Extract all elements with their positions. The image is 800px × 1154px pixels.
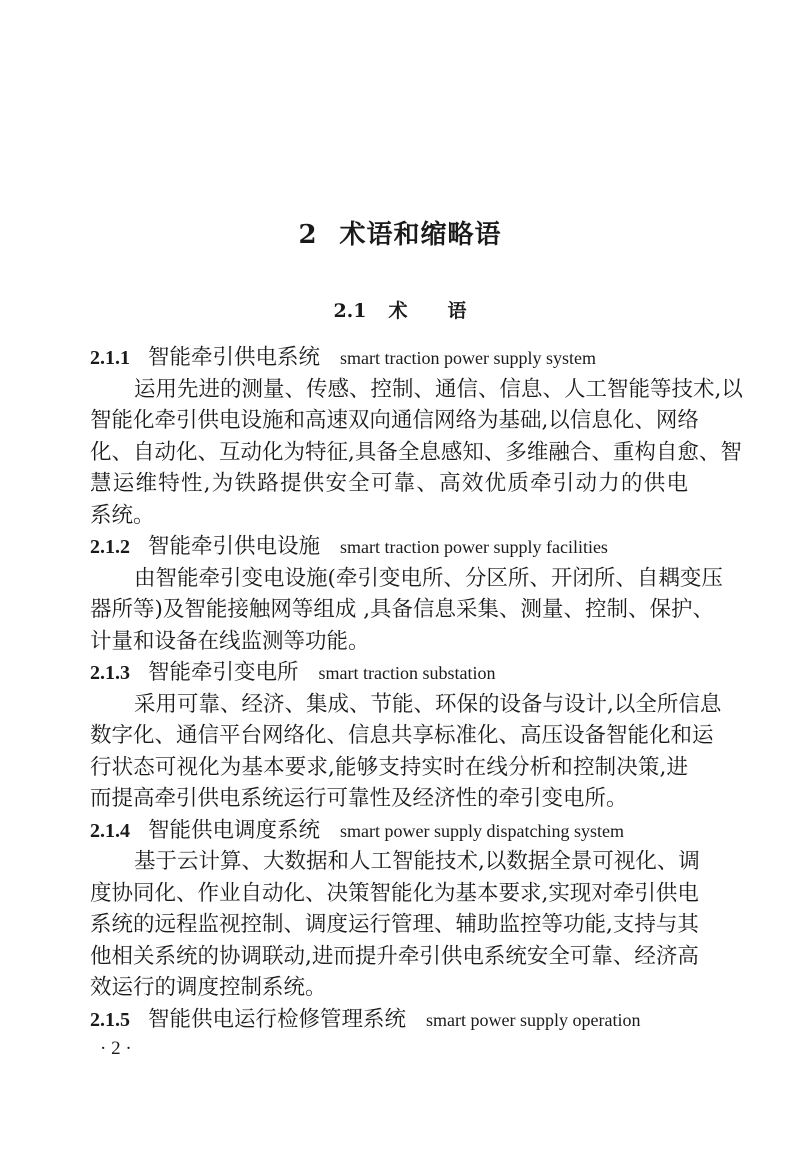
term-chinese: 智能牵引供电系统	[148, 345, 321, 370]
chapter-number: 2	[298, 220, 318, 250]
term-english: smart traction power supply system	[340, 348, 596, 368]
definition-line: 他相关系统的协调联动,进而提升牵引供电系统安全可靠、经济高	[90, 943, 699, 969]
definition-line: 而提高牵引供电系统运行可靠性及经济性的牵引变电所。	[90, 786, 628, 811]
term-number: 2.1.1	[90, 347, 130, 369]
term-heading	[90, 342, 688, 374]
section-title	[0, 296, 800, 323]
term-chinese: 智能供电运行检修管理系统	[148, 1006, 407, 1032]
definition-line: 数字化、通信平台网络化、信息共享标准化、高压设备智能化和运	[90, 723, 714, 748]
definition-line: 行状态可视化为基本要求,能够支持实时在线分析和控制决策,进	[90, 754, 688, 780]
definition-line: 效运行的调度控制系统。	[90, 975, 327, 1000]
definition-line: 度协同化、作业自动化、决策智能化为基本要求,实现对牵引供电	[90, 880, 699, 906]
definition-line: 由智能牵引变电设施(牵引变电所、分区所、开闭所、自耦变压	[134, 565, 723, 591]
definition-line: 运用先进的测量、传感、控制、通信、信息、人工智能等技术,以	[134, 376, 743, 402]
term-heading	[90, 815, 688, 847]
term-number: 2.1.5	[90, 1008, 130, 1031]
term-number: 2.1.2	[90, 536, 130, 558]
term-chinese: 智能牵引供电设施	[148, 534, 321, 559]
definition-line: 化、自动化、互动化为特征,具备全息感知、多维融合、重构自愈、智	[90, 439, 742, 465]
definition-line: 系统。	[90, 502, 155, 528]
term-chinese: 智能供电调度系统	[148, 817, 321, 843]
term-number: 2.1.3	[90, 662, 130, 684]
term-english: smart traction power supply facilities	[340, 537, 608, 557]
term-english: smart power supply operation	[426, 1009, 641, 1030]
term-heading	[90, 1004, 688, 1036]
section-number: 2.1	[333, 300, 367, 322]
term-english: smart power supply dispatching system	[340, 820, 624, 841]
chapter-title-text: 术语和缩略语	[339, 220, 502, 250]
section-title-part-1: 术	[388, 300, 408, 322]
chapter-title	[0, 214, 800, 251]
term-heading	[90, 657, 688, 689]
definition-line: 采用可靠、经济、集成、节能、环保的设备与设计,以全所信息	[134, 691, 722, 717]
definition-line: 计量和设备在线监测等功能。	[90, 628, 370, 654]
term-heading	[90, 531, 688, 563]
terms-content	[90, 342, 743, 1035]
page-number: · 2 ·	[100, 1038, 132, 1059]
term-number: 2.1.4	[90, 819, 130, 842]
definition-line: 基于云计算、大数据和人工智能技术,以数据全景可视化、调	[134, 849, 700, 874]
definition-line: 器所等)及智能接触网等组成 ,具备信息采集、测量、控制、保护、	[90, 597, 715, 622]
definition-line: 智能化牵引供电设施和高速双向通信网络为基础,以信息化、网络	[90, 408, 699, 433]
definition-line: 系统的远程监视控制、调度运行管理、辅助监控等功能,支持与其	[90, 912, 699, 937]
term-english: smart traction substation	[318, 663, 496, 683]
definition-line: 慧运维特性,为铁路提供安全可靠、高效优质牵引动力的供电	[90, 471, 688, 496]
term-chinese: 智能牵引变电所	[148, 660, 299, 685]
section-title-part-2: 语	[447, 300, 467, 322]
